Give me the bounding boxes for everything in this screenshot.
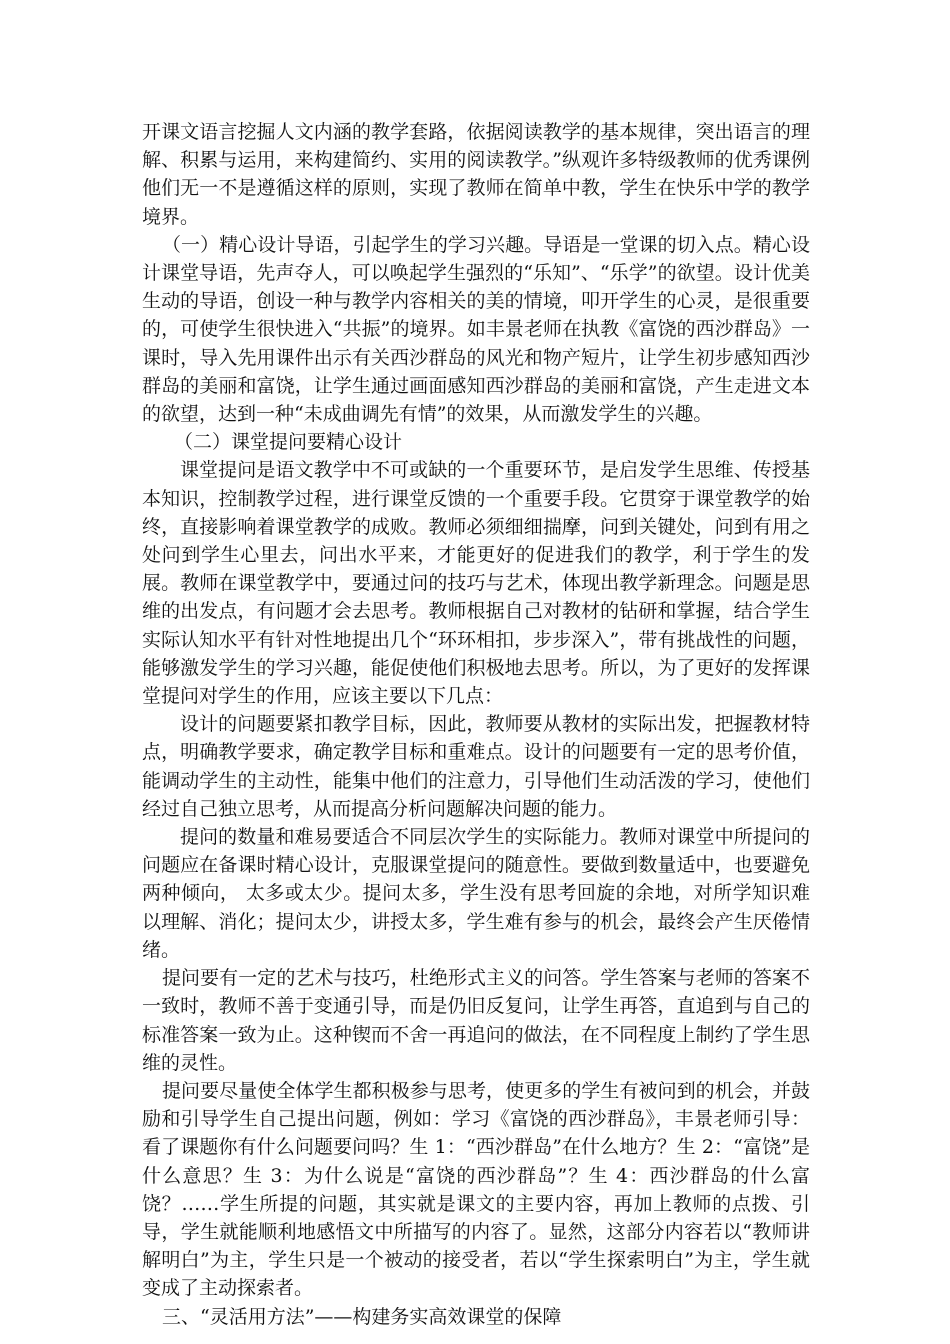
document-body <box>142 118 810 1331</box>
paragraph-continuation: 开课文语言挖掘人文内涵的教学套路，依据阅读教学的基本规律，突出语言的理解、积累与运用，来构建简约、实用的阅读教学。”纵观许多特级教师的优秀课例他们无一不是遵循这样的原则，实现了教师在简单中教，学生在快乐中学的教学境界。 <box>142 121 810 228</box>
paragraph-introduction-design: （一）精心设计导语，引起学生的学习兴趣。导语是一堂课的切入点。精心设计课堂导语，先声夺人，可以唤起学生强烈的“乐知”、“乐学”的欲望。设计优美生动的导语，创设一种与教学内容相关的美的情境，叩开学生的心灵，是很重要的，可使学生很快进入“共振”的境界。如丰景老师在执教《富饶的西沙群岛》一课时，导入先用课件出示有关西沙群岛的风光和物产短片，让学生初步感知西沙群岛的美丽和富饶，让学生通过画面感知西沙群岛的美丽和富饶，产生走进文本的欲望，达到一种“未成曲调先有情”的效果，从而激发学生的兴趣。 <box>142 233 810 426</box>
paragraph-question-design: 设计的问题要紧扣教学目标，因此，教师要从教材的实际出发，把握教材特点，明确教学要求，确定教学目标和重难点。设计的问题要有一定的思考价值，能调动学生的主动性，能集中他们的注意力，引导他们生动活泼的学习，使他们经过自己独立思考，从而提高分析问题解决问题的能力。 <box>142 713 810 820</box>
section-heading-questioning: （二）课堂提问要精心设计 <box>174 431 403 454</box>
paragraph-questioning: 课堂提问是语文教学中不可或缺的一个重要环节，是启发学生思维、传授基本知识，控制教学过程，进行课堂反馈的一个重要手段。它贯穿于课堂教学的始终，直接影响着课堂教学的成败。教师必须细细揣摩，问到关键处，问到有用之处问到学生心里去，问出水平来，才能更好的促进我们的教学，利于学生的发展。教师在课堂教学中，要通过问的技巧与艺术，体现出教学新理念。问题是思维的出发点，有问题才会去思考。教师根据自己对教材的钻研和掌握，结合学生实际认知水平有针对性地提出几个“环环相扣，步步深入”，带有挑战性的问题，能够激发学生的学习兴趣，能促使他们积极地去思考。所以，为了更好的发挥课堂提问对学生的作用，应该主要以下几点： <box>142 459 810 708</box>
paragraph-question-technique: 提问要有一定的艺术与技巧，杜绝形式主义的问答。学生答案与老师的答案不一致时，教师不善于变通引导，而是仍旧反复问，让学生再答，直追到与自己的标准答案一致为止。这种锲而不舍一再追问的做法，在不同程度上制约了学生思维的灵性。 <box>142 967 810 1074</box>
section-heading-methods: 三、“灵活用方法”——构建务实高效课堂的保障 <box>162 1305 562 1328</box>
paragraph-question-participation: 提问要尽量使全体学生都积极参与思考，使更多的学生有被问到的机会，并鼓励和引导学生自己提出问题，例如：学习《富饶的西沙群岛》，丰景老师引导：看了课题你有什么问题要问吗？生 1：“西沙群岛”在什么地方？生 2：“富饶”是什么意思？生 3：为什么说是“富饶的西沙群岛”？生 4：西沙群岛的什么富饶？……学生所提的问题，其实就是课文的主要内容，再加上教师的点拨、引导，学生就能顺利地感悟文中所描写的内容了。显然，这部分内容若以“教师讲解明白”为主，学生只是一个被动的接受者，若以“学生探索明白”为主，学生就变成了主动探索者。 <box>142 1079 810 1300</box>
paragraph-question-quantity: 提问的数量和难易要适合不同层次学生的实际能力。教师对课堂中所提问的问题应在备课时精心设计，克服课堂提问的随意性。要做到数量适中，也要避免两种倾向， 太多或太少。提问太多，学生没有思考回旋的余地，对所学知识难以理解、消化；提问太少，讲授太多，学生难有参与的机会，最终会产生厌倦情绪。 <box>142 826 810 961</box>
